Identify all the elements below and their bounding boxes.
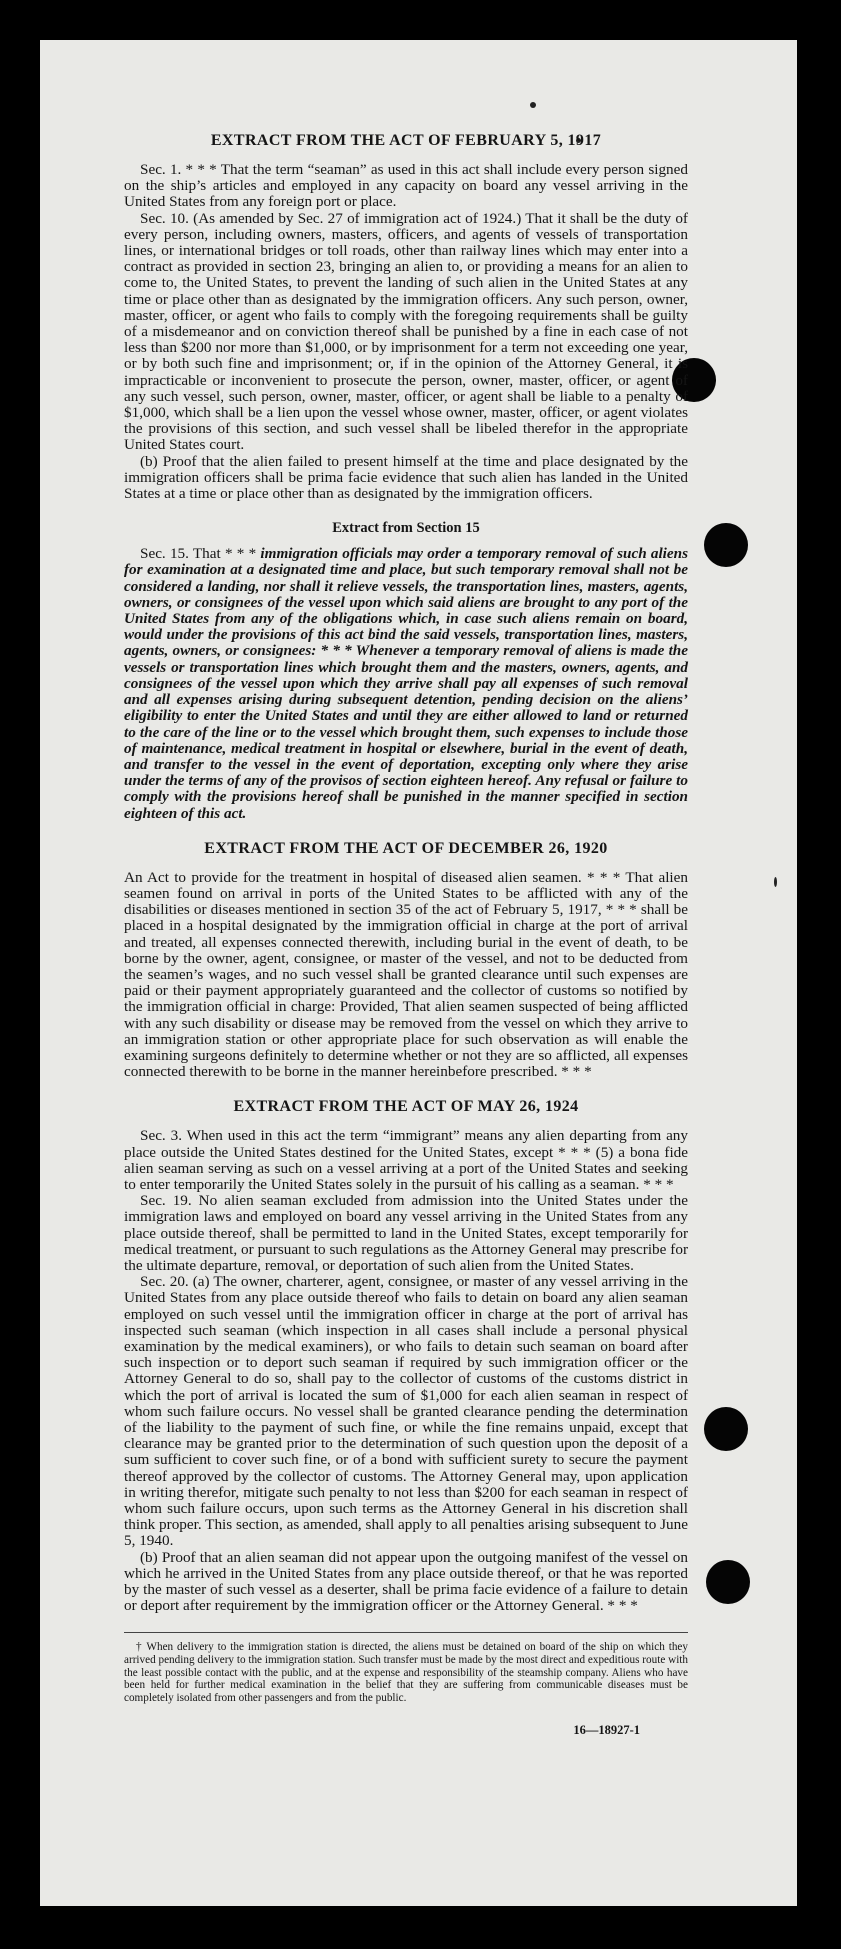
document-page bbox=[40, 40, 797, 1906]
section-feb-1917 bbox=[124, 132, 688, 502]
heading-extract-section-15: Extract from Section 15 bbox=[332, 520, 480, 537]
speck bbox=[530, 102, 536, 108]
paragraph-sec-20a: Sec. 20. (a) The owner, charterer, agent, consignee, or master of any vessel arriving in the United States from any place outside thereof who fails to detain on board any alien seaman employed on such vessel until the immigration officer in charge at the port of arrival has inspected such seaman (which inspection in all cases shall include a personal physical examination by the medical examiners), or who fails to detain such seaman on board after such inspection or to deport such seaman if required by such immigration officer or the Attorney General to do so, shall pay to the collector of customs of the customs district in which the port of arrival is located the sum of $1,000 for each alien seaman in respect of whom such failure occurs. No vessel shall be granted clearance pending the determination of the liability to the payment of such fine, or while the fine remains unpaid, except that clearance may be granted prior to the determination of such question upon the deposit of a sum sufficient to cover such fine, or of a bond with sufficient surety to secure the payment thereof approved by the collector of customs. The Attorney General may, upon application in writing therefor, mitigate such penalty to not less than $200 for each seaman in respect of whom such failure occurs, upon such terms as the Attorney General in his discretion shall think proper. This section, as amended, shall apply to all penalties arising subsequent to June 5, 1940. bbox=[124, 1273, 688, 1550]
heading-act-feb-1917: EXTRACT FROM THE ACT OF FEBRUARY 5, 1917 bbox=[210, 132, 602, 149]
paragraph-sec-20b: (b) Proof that an alien seaman did not appear upon the outgoing manifest of the vessel on which he arrived in the United States from any place outside thereof, or that he was reported by the master of such vessel as a deserter, shall be prima facie evidence of a failure to detain or deport after requirement by the immigration officer or the Attorney General. * * * bbox=[124, 1548, 688, 1615]
section-may-1924 bbox=[124, 1098, 688, 1614]
punch-hole bbox=[704, 523, 748, 567]
sec-15-lead: Sec. 15. That * * * bbox=[140, 545, 261, 563]
paragraph-sec-10: Sec. 10. (As amended by Sec. 27 of immigration act of 1924.) That it shall be the duty of every person, including owners, masters, officers, and agents of vessels of transportation lines, or international bridges or toll roads, other than railway lines which may enter into a contract as provided in section 23, bringing an alien to, or providing a means for an alien to come to, the United States, to prevent the landing of such alien in the United States at any time or place other than as designated by the immigration officers. Any such person, owner, master, officer, or agent who fails to comply with the foregoing requirements shall be guilty of a misdemeanor and on conviction thereof shall be punished by a fine in each case of not less than $200 nor more than $1,000, or by imprisonment for a term not exceeding one year, or by both such fine and imprisonment; or, if in the opinion of the Attorney General, it is impracticable or inconvenient to prosecute the person, owner, master, officer, or agent of any such vessel, such person, owner, master, officer, or agent shall be liable to a penalty of $1,000, which shall be a lien upon the vessel whose owner, master, officer, or agent violates the provisions of this section, and such vessel shall be libeled therefor in the appropriate United States court. bbox=[124, 209, 688, 454]
paragraph-sec-10b: (b) Proof that the alien failed to present himself at the time and place designated by the immigration officers shall be prima facie evidence that such alien has landed in the United States at a time or place other than as designated by the immigration officers. bbox=[124, 452, 688, 503]
speck bbox=[774, 877, 777, 887]
sec-15-body: immigration officials may order a temporary removal of such aliens for examination at a designated time and place, but such temporary removal shall not be considered a landing, nor shall it relieve vessels, the transportation lines, masters, agents, owners, or consignees of the vessel upon which said aliens are brought to any port of the United States from any of the obligations which, in case such aliens remain on board, would under the provisions of this act bind the said vessels, transportation lines, masters, agents, owners, or consignees: * * * Whenever a temporary removal of aliens is made the vessels or transportation lines which brought them and the masters, owners, agents, and consignees of the vessel upon which they arrive shall pay all expenses of such removal and all expenses arising during subsequent detention, pending decision on the aliens’ eligibility to enter the United States and until they are either allowed to land or returned to the care of the line or to the vessel which brought them, such expenses to include those of maintenance, medical treatment in hospital or elsewhere, burial in the event of death, and transfer to the vessel in the event of deportation, excepting only where they arise under the terms of any of the provisos of section eighteen hereof. Any refusal or failure to comply with the provisions hereof shall be punished in the manner specified in section eighteen of this act. bbox=[124, 545, 688, 822]
paragraph-sec-15 bbox=[124, 546, 688, 821]
heading-act-dec-1920: EXTRACT FROM THE ACT OF DECEMBER 26, 1920 bbox=[204, 839, 608, 857]
section-extract-sec-15 bbox=[124, 520, 688, 821]
heading-act-may-1924: EXTRACT FROM THE ACT OF MAY 26, 1924 bbox=[233, 1098, 579, 1116]
paragraph-act-dec-1920: An Act to provide for the treatment in hospital of diseased alien seamen. * * * That alien seamen found on arrival in ports of the United States to be afflicted with any of the disabilities or diseases mentioned in section 35 of the act of February 5, 1917, * * * shall be placed in a hospital designated by the immigration official in charge at the port of arrival and treated, all expenses connected therewith, including burial in the event of death, to be borne by the owner, agent, consignee, or master of the vessel, and not to be deducted from the seamen’s wages, and no such vessel shall be granted clearance until such expenses are paid or their payment appropriately guaranteed and the collector of customs so notified by the immigration official in charge: Provided, That alien seamen suspected of being afflicted with any such disability or disease may be removed from the vessel on which they arrive to an immigration station or other appropriate place for such observation as will enable the examining surgeons definitely to determine whether or not they are so afflicted, all expenses connected therewith to be borne in the manner hereinbefore prescribed. * * * bbox=[124, 868, 688, 1081]
paragraph-sec-3: Sec. 3. When used in this act the term “immigrant” means any alien departing from any place outside the United States destined for the United States, except * * * (5) a bona fide alien seaman serving as such on a vessel arriving at a port of the United States and seeking to enter temporarily the United States solely in the pursuit of his calling as a seaman. * * * bbox=[124, 1127, 688, 1193]
section-dec-1920 bbox=[124, 840, 688, 1081]
footnote bbox=[124, 1632, 688, 1704]
punch-hole bbox=[706, 1560, 750, 1604]
paragraph-sec-1: Sec. 1. * * * That the term “seaman” as used in this act shall include every person signed on the ship’s articles and employed in any capacity on board any vessel arriving in the United States from any foreign port or place. bbox=[124, 161, 688, 211]
paragraph-sec-19: Sec. 19. No alien seaman excluded from admission into the United States under the immigration laws and employed on board any vessel arriving in the United States from any place outside thereof, shall be permitted to land in the United States, except temporarily for medical treatment, or pursuant to such regulations as the Attorney General may prescribe for the ultimate departure, removal, or deportation of such alien from the United States. bbox=[124, 1192, 688, 1274]
footnote-text: † When delivery to the immigration station is directed, the aliens must be detained on board of the ship on which they arrived pending delivery to the immigration station. Such transfer must be made by the most direct and expeditious route with the least possible contact with the public, and at the expense and responsibility of the steamship company. Aliens who have been held for further medical examination in the belief that they are suffering from communicable diseases must be completely isolated from other passengers and from the public. bbox=[124, 1641, 688, 1704]
punch-hole bbox=[704, 1407, 748, 1451]
document-number: 16—18927-1 bbox=[573, 1723, 640, 1738]
text-column bbox=[124, 132, 688, 1739]
